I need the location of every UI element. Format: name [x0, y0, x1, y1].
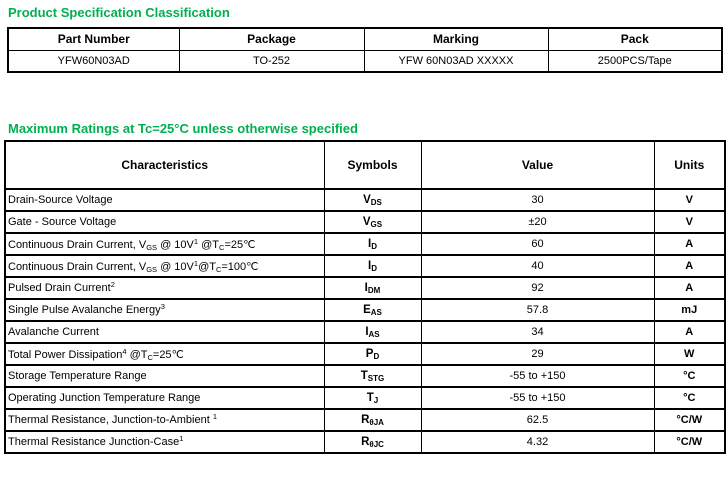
characteristic-cell: Drain-Source Voltage	[5, 189, 324, 211]
symbol-cell: $R_{\theta JC}$	[324, 431, 421, 453]
col-header-marking: Marking	[364, 28, 548, 50]
units-cell: V	[654, 189, 725, 211]
value-cell: 57.8	[421, 299, 654, 321]
units-cell: A	[654, 255, 725, 277]
col-header-pack: Pack	[548, 28, 722, 50]
product-spec-data-row	[8, 50, 722, 72]
characteristic-cell: Pulsed Drain Current$^2$	[5, 277, 324, 299]
symbol-cell: $V_{DS}$	[324, 189, 421, 211]
symbol-cell: $I_D$	[324, 233, 421, 255]
units-cell: A	[654, 277, 725, 299]
value-cell: 60	[421, 233, 654, 255]
value-cell: 34	[421, 321, 654, 343]
symbol-cell: $P_D$	[324, 343, 421, 365]
section-title-product-spec: Product Specification Classification	[8, 5, 230, 20]
maximum-ratings-table	[4, 140, 726, 454]
table-row	[5, 233, 725, 255]
value-cell: ±20	[421, 211, 654, 233]
value-cell: 92	[421, 277, 654, 299]
symbol-cell: $I_{AS}$	[324, 321, 421, 343]
col-header-symbols: Symbols	[324, 141, 421, 189]
table-row	[5, 343, 725, 365]
col-header-package: Package	[179, 28, 364, 50]
symbol-cell: $I_D$	[324, 255, 421, 277]
part-number-value: YFW60N03AD	[8, 50, 179, 72]
units-cell: mJ	[654, 299, 725, 321]
symbol-cell: $E_{AS}$	[324, 299, 421, 321]
units-cell: °C/W	[654, 431, 725, 453]
characteristic-cell: Gate - Source Voltage	[5, 211, 324, 233]
col-header-characteristics: Characteristics	[5, 141, 324, 189]
table-row	[5, 321, 725, 343]
units-cell: V	[654, 211, 725, 233]
units-cell: W	[654, 343, 725, 365]
value-cell: 4.32	[421, 431, 654, 453]
col-header-value: Value	[421, 141, 654, 189]
units-cell: A	[654, 233, 725, 255]
table-row	[5, 409, 725, 431]
product-spec-table	[7, 27, 723, 73]
units-cell: °C	[654, 365, 725, 387]
units-cell: °C	[654, 387, 725, 409]
section-title-maximum-ratings: Maximum Ratings at Tc=25°C unless otherwise specified	[8, 121, 358, 136]
characteristic-cell: Operating Junction Temperature Range	[5, 387, 324, 409]
units-cell: A	[654, 321, 725, 343]
symbol-cell: $R_{\theta JA}$	[324, 409, 421, 431]
characteristic-cell: Total Power Dissipation$^4$ $@T_C=25℃$	[5, 343, 324, 365]
product-spec-header-row	[8, 28, 722, 50]
pack-value: 2500PCS/Tape	[548, 50, 722, 72]
value-cell: -55 to +150	[421, 365, 654, 387]
col-header-units: Units	[654, 141, 725, 189]
characteristic-cell: Avalanche Current	[5, 321, 324, 343]
characteristic-cell: Continuous Drain Current, $V_{GS}$ @ $10V^1$ $@T_C=25℃$	[5, 233, 324, 255]
table-row	[5, 431, 725, 453]
marking-value: YFW 60N03AD XXXXX	[364, 50, 548, 72]
max-ratings-header-row	[5, 141, 725, 189]
characteristic-cell: Single Pulse Avalanche Energy$^3$	[5, 299, 324, 321]
package-value: TO-252	[179, 50, 364, 72]
units-cell: °C/W	[654, 409, 725, 431]
value-cell: 29	[421, 343, 654, 365]
table-row	[5, 365, 725, 387]
table-row	[5, 211, 725, 233]
value-cell: 30	[421, 189, 654, 211]
symbol-cell: $I_{DM}$	[324, 277, 421, 299]
table-row	[5, 255, 725, 277]
characteristic-cell: Thermal Resistance Junction-Case$^1$	[5, 431, 324, 453]
value-cell: 62.5	[421, 409, 654, 431]
value-cell: 40	[421, 255, 654, 277]
characteristic-cell: Storage Temperature Range	[5, 365, 324, 387]
table-row	[5, 387, 725, 409]
col-header-part-number: Part Number	[8, 28, 179, 50]
value-cell: -55 to +150	[421, 387, 654, 409]
table-row	[5, 299, 725, 321]
characteristic-cell: Thermal Resistance, Junction-to-Ambient $^1$	[5, 409, 324, 431]
symbol-cell: $V_{GS}$	[324, 211, 421, 233]
symbol-cell: $T_J$	[324, 387, 421, 409]
table-row	[5, 189, 725, 211]
characteristic-cell: Continuous Drain Current, $V_{GS}$ @ $10V^1@T_C=100℃$	[5, 255, 324, 277]
table-row	[5, 277, 725, 299]
symbol-cell: $T_{STG}$	[324, 365, 421, 387]
